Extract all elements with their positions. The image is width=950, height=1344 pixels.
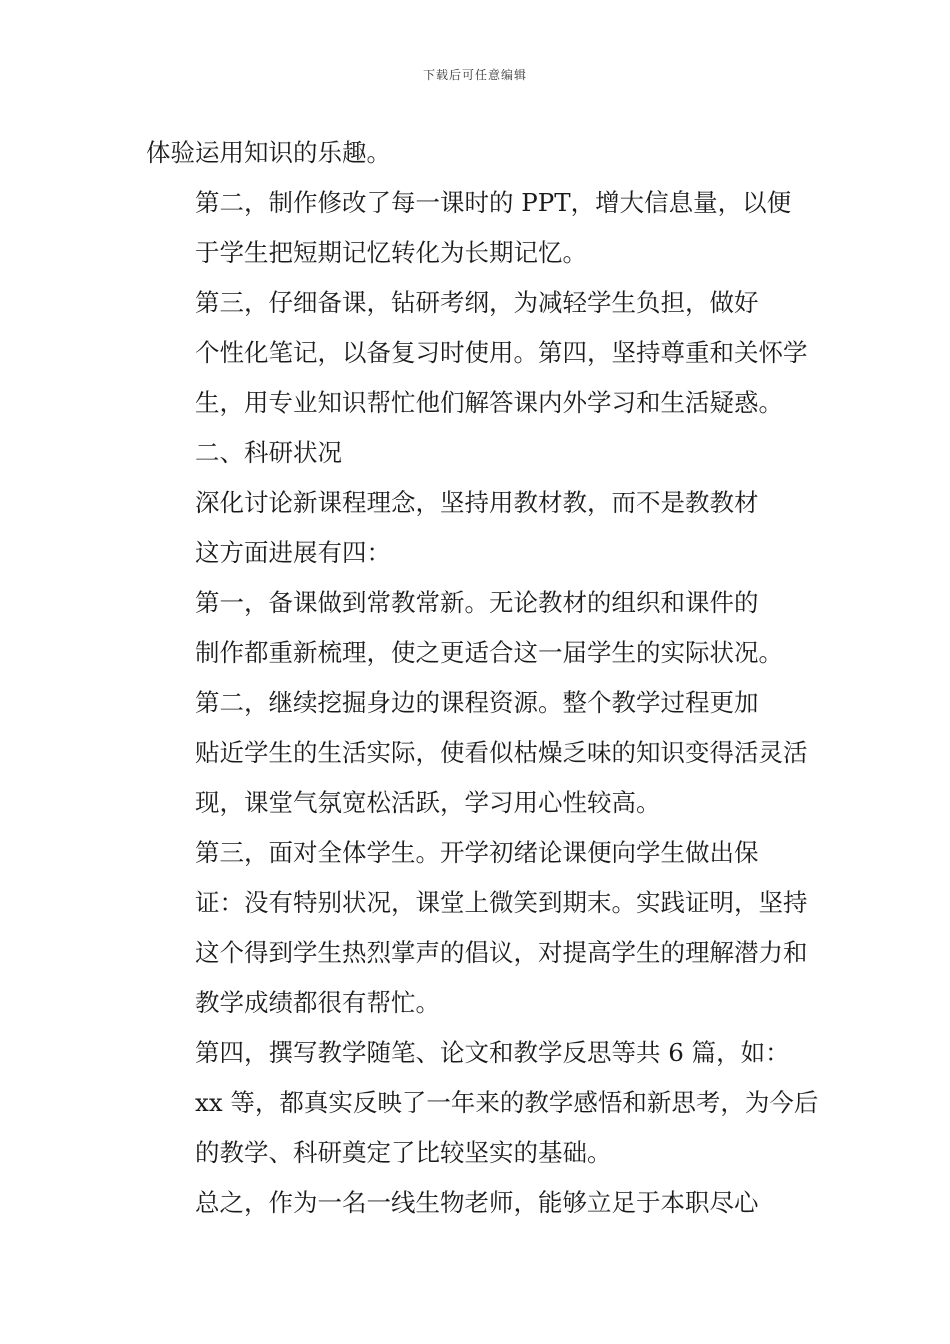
text-line: 第二，继续挖掘身边的课程资源。整个教学过程更加 xyxy=(195,688,759,717)
paragraph xyxy=(146,1178,806,1228)
paragraph xyxy=(146,828,806,1028)
text-line: 第三，仔细备课，钻研考纲，为减轻学生负担，做好 xyxy=(195,288,759,317)
text-line: xx 等，都真实反映了一年来的教学感悟和新思考，为今后 xyxy=(195,1088,819,1117)
text-line: 二、科研状况 xyxy=(195,438,342,467)
text-line: 第四，撰写教学随笔、论文和教学反思等共 6 篇，如： xyxy=(195,1038,790,1067)
text-line: 于学生把短期记忆转化为长期记忆。 xyxy=(195,238,587,267)
text-line: 个性化笔记，以备复习时使用。第四，坚持尊重和关怀学 xyxy=(195,338,808,367)
paragraph xyxy=(146,178,806,278)
text-line: 第一，备课做到常教常新。无论教材的组织和课件的 xyxy=(195,588,759,617)
paragraph xyxy=(146,128,806,178)
paragraph xyxy=(146,678,806,828)
text-line: 贴近学生的生活实际，使看似枯燥乏味的知识变得活灵活 xyxy=(195,738,808,767)
paragraph xyxy=(146,428,806,478)
text-line: 生，用专业知识帮忙他们解答课内外学习和生活疑惑。 xyxy=(195,388,783,417)
paragraph xyxy=(146,1028,819,1178)
paragraph xyxy=(146,578,806,678)
text-line: 总之，作为一名一线生物老师，能够立足于本职尽心 xyxy=(195,1188,759,1217)
text-line: 制作都重新梳理，使之更适合这一届学生的实际状况。 xyxy=(195,638,783,667)
paragraph xyxy=(146,478,806,578)
text-line: 教学成绩都很有帮忙。 xyxy=(195,988,440,1017)
text-line: 这方面进展有四： xyxy=(195,538,391,567)
text-line: 现，课堂气氛宽松活跃，学习用心性较高。 xyxy=(195,788,661,817)
text-line: 这个得到学生热烈掌声的倡议，对提高学生的理解潜力和 xyxy=(195,938,808,967)
paragraph xyxy=(146,278,806,428)
text-line: 的教学、科研奠定了比较坚实的基础。 xyxy=(195,1138,612,1167)
text-line: 证：没有特别状况，课堂上微笑到期末。实践证明，坚持 xyxy=(195,888,808,917)
text-line: 第三，面对全体学生。开学初绪论课便向学生做出保 xyxy=(195,838,759,867)
page-header: 下载后可任意编辑 xyxy=(422,68,527,82)
text-line: 第二，制作修改了每一课时的 PPT，增大信息量，以便 xyxy=(195,188,792,217)
text-line: 深化讨论新课程理念，坚持用教材教，而不是教教材 xyxy=(195,488,759,517)
document-body xyxy=(146,128,819,1228)
text-line: 体验运用知识的乐趣。 xyxy=(146,138,391,167)
